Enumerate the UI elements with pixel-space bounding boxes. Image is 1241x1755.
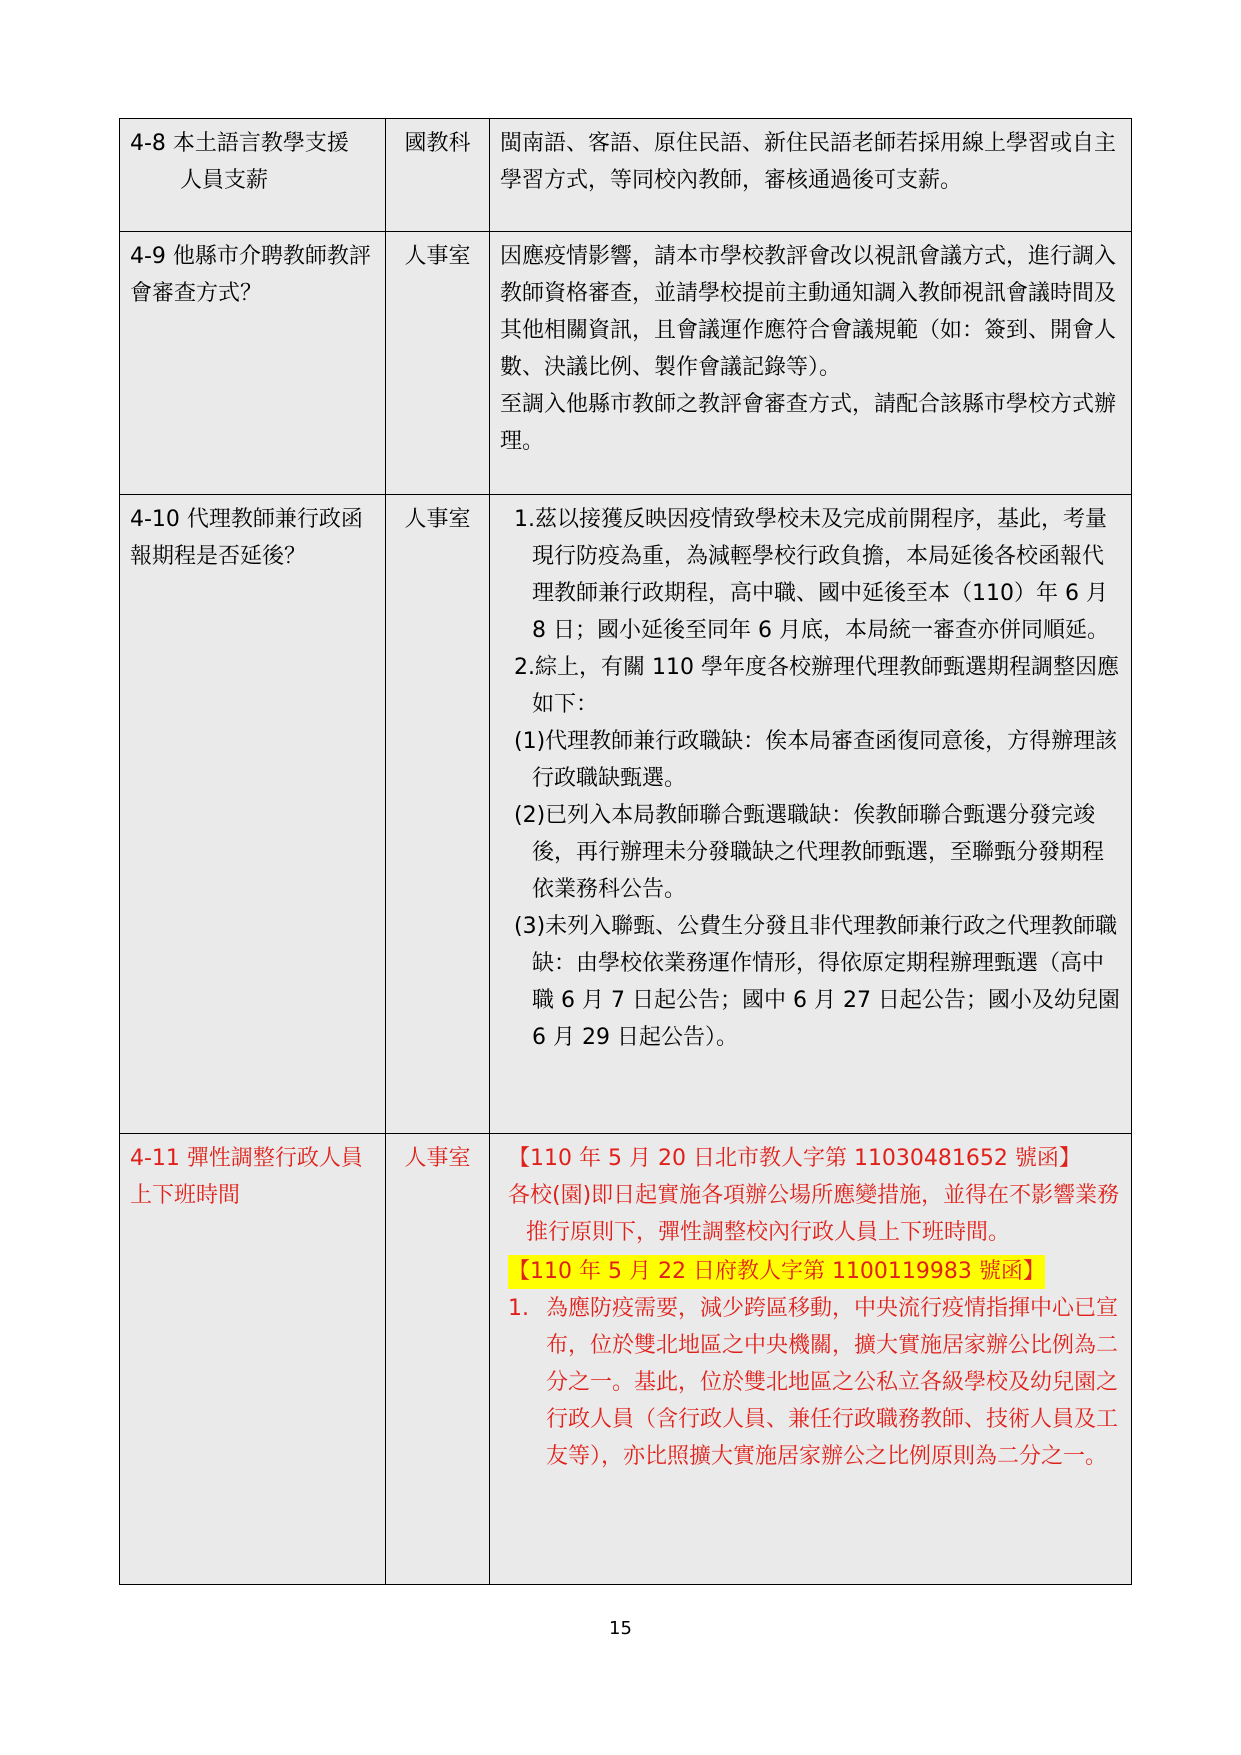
table-row — [120, 119, 1132, 232]
content-point: 1.茲以接獲反映因疫情致學校未及完成前開程序，基此，考量現行防疫為重，為減輕學校行政負擔，本局延後各校函報代理教師兼行政期程，高中職、國中延後至本（110）年 6 月 8 日；國小延後至同年 6 月底，本局統一審查亦併同順延。 — [514, 507, 1109, 643]
content-paragraph: 至調入他縣市教師之教評會審查方式，請配合該縣市學校方式辦理。 — [500, 392, 1117, 454]
item-title-continued: 人員支薪 — [180, 168, 269, 193]
highlighted-reference-heading: 【110 年 5 月 22 日府教人字第 1100119983 號函】 — [508, 1255, 1045, 1289]
unit-cell: 人事室 — [386, 1134, 490, 1585]
numbered-item — [508, 1290, 1123, 1475]
numbered-item-text: 為應防疫需要，減少跨區移動，中央流行疫情指揮中心已宣布，位於雙北地區之中央機關，擴大實施居家辦公比例為二分之一。基此，位於雙北地區之公私立各級學校及幼兒園之行政人員（含行政人員、兼任行政職務教師、技術人員及工友等），亦比照擴大實施居家辦公之比例原則為二分之一。 — [546, 1296, 1119, 1469]
item-cell: 4-11 彈性調整行政人員上下班時間 — [120, 1134, 386, 1585]
content-subpoint: (1)代理教師兼行政職缺：俟本局審查函復同意後，方得辦理該行政職缺甄選。 — [514, 729, 1118, 791]
item-cell: 4-10 代理教師兼行政函報期程是否延後？ — [120, 495, 386, 1134]
content-cell — [490, 119, 1132, 232]
content-subpoint: (2)已列入本局教師聯合甄選職缺：俟教師聯合甄選分發完竣後，再行辦理未分發職缺之代理教師甄選，至聯甄分發期程依業務科公告。 — [514, 803, 1105, 902]
content-point: 2.綜上，有關 110 學年度各校辦理代理教師甄選期程調整因應如下： — [514, 655, 1119, 717]
item-cell — [120, 119, 386, 232]
content-subpoint: (3)未列入聯甄、公費生分發且非代理教師兼行政之代理教師職缺：由學校依業務運作情形，得依原定期程辦理甄選（高中職 6 月 7 日起公告；國中 6 月 27 日起公告；國小及幼兒園 6 月 29 日起公告）。 — [514, 914, 1120, 1050]
content-paragraph: 因應疫情影響，請本市學校教評會改以視訊會議方式，進行調入教師資格審查，並請學校提前主動通知調入教師視訊會議時間及其他相關資訊，且會議運作應符合會議規範（如：簽到、開會人數、決議比例、製作會議記錄等）。 — [500, 244, 1117, 380]
unit-cell: 國教科 — [386, 119, 490, 232]
content-cell — [490, 495, 1132, 1134]
content-text: 閩南語、客語、原住民語、新住民語老師若採用線上學習或自主學習方式，等同校內教師，審核通過後可支薪。 — [500, 131, 1117, 193]
content-cell — [490, 1134, 1132, 1585]
table-row — [120, 1134, 1132, 1585]
item-number: 1. — [508, 1296, 529, 1321]
item-title: 4-8 本土語言教學支援 — [130, 131, 349, 156]
reference-body: 各校(園)即日起實施各項辦公場所應變措施，並得在不影響業務推行原則下，彈性調整校內行政人員上下班時間。 — [508, 1183, 1120, 1245]
page-number: 15 — [609, 1618, 632, 1639]
item-cell: 4-9 他縣市介聘教師教評會審查方式？ — [120, 232, 386, 495]
faq-table — [119, 118, 1132, 1585]
reference-heading: 【110 年 5 月 20 日北市教人字第 11030481652 號函】 — [508, 1146, 1081, 1171]
content-cell — [490, 232, 1132, 495]
table-row — [120, 495, 1132, 1134]
unit-cell: 人事室 — [386, 232, 490, 495]
table-row — [120, 232, 1132, 495]
unit-cell: 人事室 — [386, 495, 490, 1134]
